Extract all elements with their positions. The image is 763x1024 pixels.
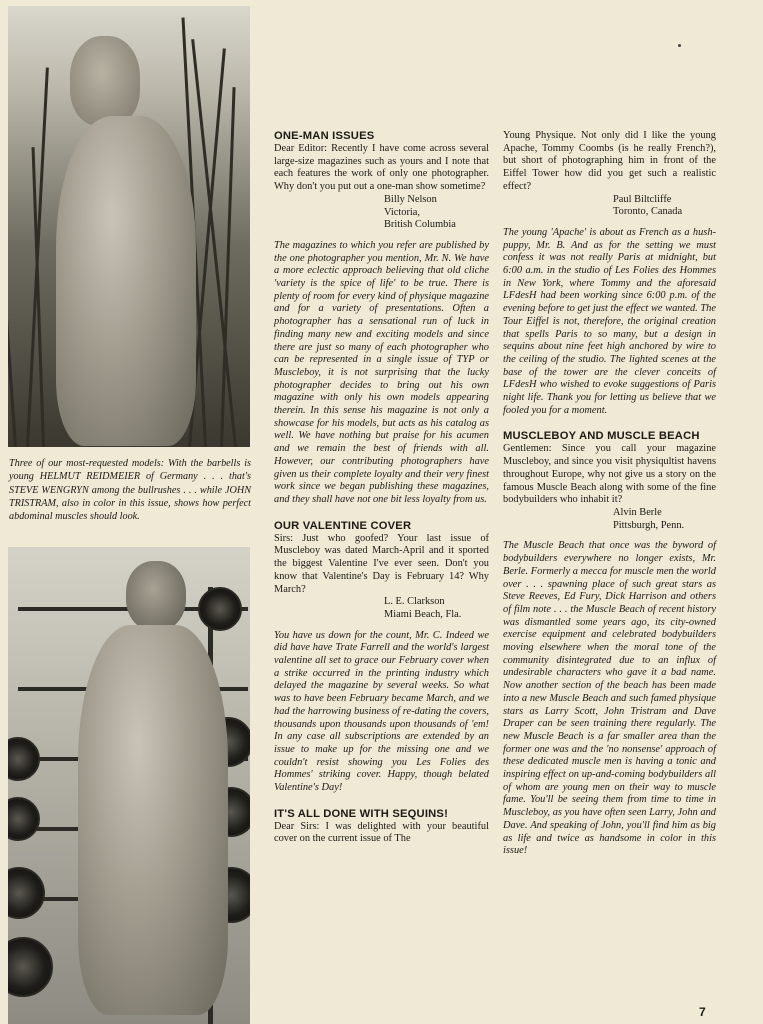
letter-signature-name: Alvin Berle <box>613 506 662 518</box>
letters-column-1 <box>274 130 489 846</box>
letter-text-continued: Young Physique. Not only did I like the young Apache, Tommy Coombs (is he really French?), but short of photographing him in front of the Eiffel Tower how did you get such a realistic effect? <box>503 130 716 192</box>
photo-barbells <box>8 547 250 1024</box>
letter-signature-place: British Columbia <box>384 219 456 231</box>
letter-signature-name: L. E. Clarkson <box>384 596 445 608</box>
editor-reply: The young 'Apache' is about as French as a hush-puppy, Mr. B. And as for the setting we must confess it was not really Paris at midnight, but 6:00 a.m. in the studio of Les Folies des Hommes in New York, where Tommy and the aforesaid LFdesH had been working since 6:00 p.m. of the evening before to get just the effect we wanted. The Tour Eiffel is not, therefore, the original creation that spells Paris to so many, but a design in sequins about nine feet high anchored by wire to the ceiling of the studio. The lighted scenes at the base of the tower are the clever conceits of LFdesH who wished to evoke suggestions of Paris night life. Thank you for letting us believe that we fooled you for a moment. <box>503 226 716 416</box>
editor-reply: You have us down for the count, Mr. C. Indeed we did have have Trate Farrell and the world's largest valentine all set to grace our February cover when a strike occurred in the printing industry which delayed the magazine by several weeks. So what was to have been February became March, and we had the harrowing business of re-dating the covers, thousands upon thousands upon thousands of 'em! In any case all subscriptions are extended by an issue to make up for the missing one and we couldn't resist showing you Les Folies des Hommes' striking cover. Happy, though belated Valentine's Day! <box>274 629 489 794</box>
weight-plate <box>8 737 40 781</box>
weight-plate <box>8 867 45 919</box>
heading-muscle-beach: MUSCLEBOY AND MUSCLE BEACH <box>503 430 700 443</box>
letter-signature-place: Victoria, <box>384 206 421 218</box>
letter-signature-name: Paul Biltcliffe <box>613 193 672 205</box>
letter-signature-name: Billy Nelson <box>384 193 437 205</box>
heading-sequins: IT'S ALL DONE WITH SEQUINS! <box>274 807 449 820</box>
editor-reply: The Muscle Beach that once was the byword of bodybuilders everywhere no longer exists, Mr. Berle. Formerly a mecca for muscle men the world over . . . spawning place of such great stars as Steve Reeves, Ed Fury, Dick Harrison and others of film note . . . the Muscle Beach of recent history was dismantled some years ago, its city-owned exercise equipment and celebrated bodybuilders moving elsewhere when the moral tone of the community disintegrated due to an influx of undesirable characters who gave it a bad name. Now another section of the beach has been made into a new Muscle Beach and such famed physique stars as Larry Scott, John Tristram and Dave Draper can be seen training there regularly. The new Muscle Beach is a far smaller area than the former one was and the 'no nonsense' approach of these dedicated muscle men is having a tonic and inspiring effect on up-and-coming bodybuilders all of whom are young men on their way to muscle fame. You'll be seeing them from time to time in Muscleboy, as you have often seen Larry, John and Dave. And speaking of John, you'll find him as big as life and twice as handsome in color in this issue! <box>503 540 716 857</box>
letter-text: Dear Editor: Recently I have come across several large-size magazines such as yours and I note that each features the work of only one photographer. Why don't you put out a one-man show sometime? <box>274 143 489 193</box>
heading-one-man-issues: ONE-MAN ISSUES <box>274 130 375 142</box>
model-figure <box>70 36 140 126</box>
weight-plate <box>198 587 242 631</box>
letter-text: Gentlemen: Since you call your magazine Muscleboy, and since you visit physiqultist havens throughout Europe, why not give us a story on the famous Muscle Beach along with some of the fine bodybuilders who inhabit it? <box>503 443 716 506</box>
weight-plate <box>8 797 40 841</box>
heading-valentine-cover: OUR VALENTINE COVER <box>274 519 412 532</box>
print-speck <box>678 44 681 47</box>
letter-signature-place: Toronto, Canada <box>613 206 683 218</box>
letter-text: Dear Sirs: I was delighted with your beautiful cover on the current issue of The <box>274 820 489 845</box>
letter-signature-place: Pittsburgh, Penn. <box>613 519 685 531</box>
editor-reply: The magazines to which you refer are published by the one photographer you mention, Mr. N. We have a more eclectic approach believing that old cliche 'variety is the spice of life' to be true. There is plenty of room for every kind of physique magazine and for a variety of presentations. Often a photographer has a sensational run of luck in finding many new and exciting models and since there are just so many of each photographer who can be represented in a single issue of TYP or Muscleboy, it is not surprising that the lucky photographer decides to bring out his own magazine with only his own models appearing therein. In this sense his magazine is not only a showcase for his models, but acts as his catalog as well. We have nothing but praise for his acumen and we remain the best of friends with all. However, our contributing photographers have given us their complete loyalty and their very finest work since we began publishing these magazines, and they shall have not one bit less loyalty from us. <box>274 239 489 505</box>
letter-signature-place: Miami Beach, Fla. <box>384 608 462 620</box>
letter-text: Sirs: Just who goofed? Your last issue of Muscleboy was dated March-April and it sported the biggest Valentine I've ever seen. Don't you know that Valentine's Day is February 14? Why March? <box>274 532 489 595</box>
model-figure <box>126 561 186 631</box>
weight-plate <box>8 937 53 997</box>
photo-caption: Three of our most-requested models: With the barbells is young HELMUT REIDMEIER of Germany . . . that's STEVE WENGRYN among the bullrushes . . . while JOHN TRISTRAM, also in color in this issue, shows how perfect abdominal muscles should look. <box>9 458 251 523</box>
letters-column-2 <box>503 130 716 858</box>
photo-bullrushes <box>8 6 250 447</box>
page-number: 7 <box>699 1005 706 1019</box>
